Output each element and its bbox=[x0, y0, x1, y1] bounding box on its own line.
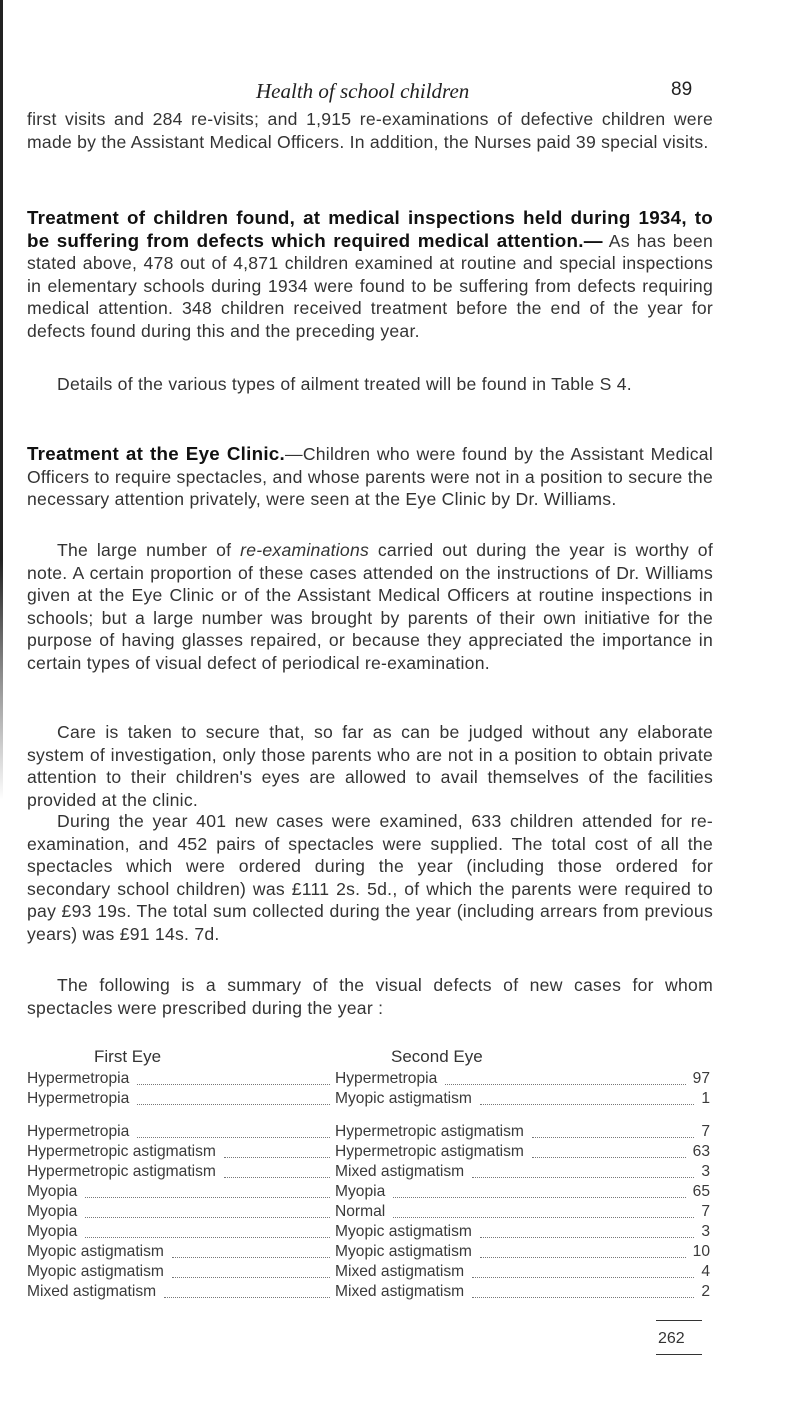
dotted-leader bbox=[472, 1277, 694, 1278]
second-eye-cell: Hypermetropic astigmatism bbox=[335, 1143, 524, 1160]
table-row bbox=[27, 1203, 713, 1223]
count-cell: 97 bbox=[692, 1070, 710, 1087]
count-cell: 2 bbox=[701, 1283, 710, 1300]
paragraph-table-intro: The following is a summary of the visual defects of new cases for whom spectacles were prescribed during the year : bbox=[27, 975, 713, 1018]
dotted-leader bbox=[445, 1084, 686, 1085]
table-row bbox=[27, 1223, 713, 1243]
page-number: 89 bbox=[671, 79, 693, 100]
count-cell: 1 bbox=[701, 1090, 710, 1107]
dotted-leader bbox=[137, 1084, 330, 1085]
page-spine-edge bbox=[0, 0, 3, 800]
table-row bbox=[27, 1243, 713, 1263]
dotted-leader bbox=[164, 1297, 330, 1298]
paragraph-treatment-body: As has been stated above, 478 out of 4,871 children examined at routine and special inspections in elementary schools during 1934 were found to be suffering from defects requiring medical attention. 348 children received treatment before the end of the year for defects found during this and the preceding year. bbox=[27, 230, 713, 341]
first-eye-cell: Myopic astigmatism bbox=[27, 1263, 164, 1280]
paragraph-table-reference: Details of the various types of ailment treated will be found in Table S 4. bbox=[57, 374, 632, 394]
first-eye-cell: Myopia bbox=[27, 1183, 78, 1200]
count-cell: 3 bbox=[701, 1223, 710, 1240]
dotted-leader bbox=[85, 1217, 330, 1218]
second-eye-cell: Hypermetropic astigmatism bbox=[335, 1123, 524, 1140]
dotted-leader bbox=[480, 1257, 686, 1258]
page-header bbox=[0, 79, 800, 103]
paragraph-re-examinations-end: carried out during the year is worthy of note. A certain proportion of these cases attended on the instructions of Dr. Williams given at the Eye Clinic or of the Assistant Medical Officers at routine inspections in schools; but a large number was brought by parents of their own initiative for the purpose of having glasses repaired, or because they appreciated the importance in certain types of visual defect of periodical re-examination. bbox=[27, 540, 713, 673]
count-cell: 7 bbox=[701, 1123, 710, 1140]
paragraph-visits: first visits and 284 re-visits; and 1,915 re-examinations of defective children were made by the Assistant Medical Officers. In addition, the Nurses paid 39 special visits. bbox=[27, 109, 713, 152]
dotted-leader bbox=[480, 1104, 694, 1105]
second-eye-cell: Mixed astigmatism bbox=[335, 1283, 465, 1300]
section-heading-eye-clinic: Treatment at the Eye Clinic. bbox=[27, 443, 285, 464]
column-header-second-eye: Second Eye bbox=[391, 1047, 483, 1066]
count-cell: 4 bbox=[701, 1263, 710, 1280]
count-cell: 10 bbox=[692, 1243, 710, 1260]
dotted-leader bbox=[393, 1217, 694, 1218]
first-eye-cell: Mixed astigmatism bbox=[27, 1283, 157, 1300]
table-row bbox=[27, 1163, 713, 1183]
second-eye-cell: Hypermetropia bbox=[335, 1070, 438, 1087]
emphasis-re-examinations: re-examinations bbox=[240, 540, 370, 560]
dotted-leader bbox=[137, 1104, 330, 1105]
second-eye-cell: Mixed astigmatism bbox=[335, 1263, 465, 1280]
dotted-leader bbox=[172, 1277, 330, 1278]
first-eye-cell: Hypermetropia bbox=[27, 1070, 130, 1087]
dotted-leader bbox=[472, 1177, 694, 1178]
table-row bbox=[27, 1090, 713, 1110]
section-heading-treatment: Treatment of children found, at medical inspections held during 1934, to be suffering from defects which required medical attention.— bbox=[27, 207, 713, 251]
paragraph-eye-clinic bbox=[27, 443, 713, 511]
paragraph-treatment-of-children bbox=[27, 207, 713, 342]
running-title: Health of school children bbox=[256, 79, 470, 103]
count-cell: 63 bbox=[692, 1143, 710, 1160]
dotted-leader bbox=[532, 1157, 686, 1158]
count-cell: 7 bbox=[701, 1203, 710, 1220]
paragraph-eye-clinic-body: —Children who were found by the Assistant Medical Officers to require spectacles, and whose parents were not in a position to secure the necessary attention privately, were seen at the Eye Clinic by Dr. Williams. bbox=[27, 444, 714, 509]
table-row bbox=[27, 1123, 713, 1143]
count-cell: 65 bbox=[692, 1183, 710, 1200]
dotted-leader bbox=[393, 1197, 686, 1198]
total-rule-bottom bbox=[656, 1354, 702, 1355]
dotted-leader bbox=[224, 1157, 330, 1158]
column-header-first-eye: First Eye bbox=[94, 1047, 162, 1066]
table-total: 262 bbox=[658, 1330, 685, 1347]
table-row bbox=[27, 1283, 713, 1303]
count-cell: 3 bbox=[701, 1163, 710, 1180]
first-eye-cell: Myopic astigmatism bbox=[27, 1243, 164, 1260]
dotted-leader bbox=[172, 1257, 330, 1258]
first-eye-cell: Myopia bbox=[27, 1203, 78, 1220]
table-row bbox=[27, 1070, 713, 1090]
first-eye-cell: Hypermetropia bbox=[27, 1090, 130, 1107]
paragraph-care-taken: Care is taken to secure that, so far as can be judged without any elaborate system of investigation, only those parents who are not in a position to obtain private attention to their children's eyes are allowed to avail themselves of the facilities provided at the clinic. bbox=[27, 722, 713, 810]
second-eye-cell: Myopia bbox=[335, 1183, 386, 1200]
dotted-leader bbox=[480, 1237, 694, 1238]
dotted-leader bbox=[224, 1177, 330, 1178]
dotted-leader bbox=[137, 1137, 330, 1138]
paragraph-year-summary: During the year 401 new cases were examined, 633 children attended for re-examination, and 452 pairs of spectacles were supplied. The total cost of all the spectacles which were ordered during the year (including those ordered for secondary school children) was £111 2s. 5d., of which the parents were required to pay £93 19s. The total sum collected during the year (including arrears from previous years) was £91 14s. 7d. bbox=[27, 811, 713, 944]
dotted-leader bbox=[532, 1137, 694, 1138]
dotted-leader bbox=[85, 1197, 330, 1198]
dotted-leader bbox=[472, 1297, 694, 1298]
second-eye-cell: Normal bbox=[335, 1203, 386, 1220]
table-row bbox=[27, 1263, 713, 1283]
paragraph-re-examinations bbox=[27, 539, 713, 674]
first-eye-cell: Myopia bbox=[27, 1223, 78, 1240]
second-eye-cell: Myopic astigmatism bbox=[335, 1223, 472, 1240]
total-rule-top bbox=[656, 1320, 702, 1321]
paragraph-re-examinations-start: The large number of bbox=[57, 540, 241, 560]
table-row bbox=[27, 1183, 713, 1203]
table-row bbox=[27, 1143, 713, 1163]
first-eye-cell: Hypermetropia bbox=[27, 1123, 130, 1140]
first-eye-cell: Hypermetropic astigmatism bbox=[27, 1143, 216, 1160]
second-eye-cell: Mixed astigmatism bbox=[335, 1163, 465, 1180]
dotted-leader bbox=[85, 1237, 330, 1238]
second-eye-cell: Myopic astigmatism bbox=[335, 1243, 472, 1260]
first-eye-cell: Hypermetropic astigmatism bbox=[27, 1163, 216, 1180]
second-eye-cell: Myopic astigmatism bbox=[335, 1090, 472, 1107]
